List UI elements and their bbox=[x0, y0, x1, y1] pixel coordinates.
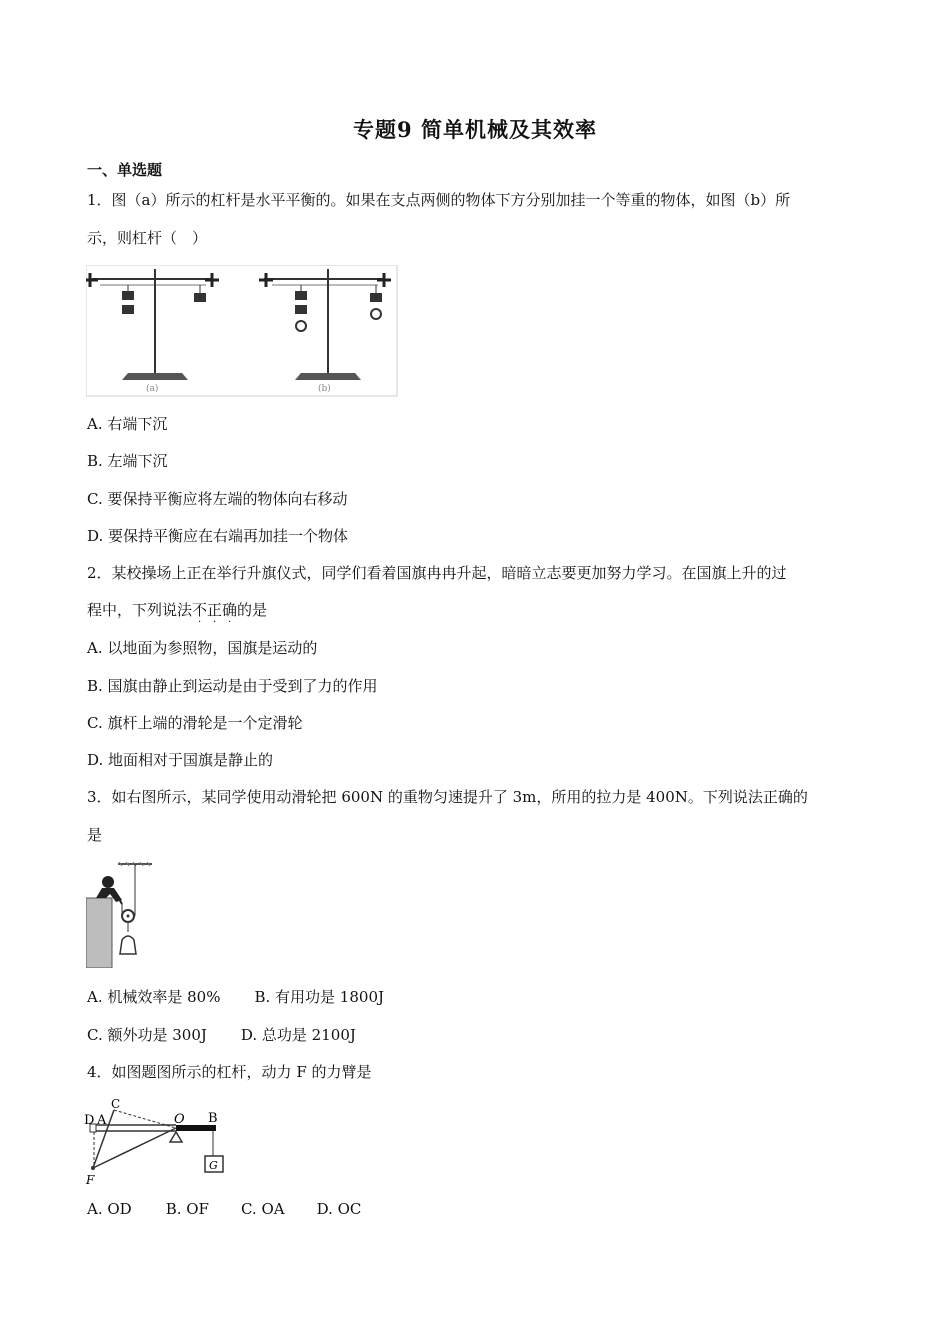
question-3-options-row-2 bbox=[87, 1025, 356, 1045]
question-2-option-b: B. 国旗由静止到运动是由于受到了力的作用 bbox=[87, 677, 378, 695]
figure-label-a: A bbox=[97, 1113, 107, 1128]
question-3-option-c: C. 额外功是 300J bbox=[87, 1026, 207, 1044]
question-3-line-1: 3．如右图所示，某同学使用动滑轮把 600N 的重物匀速提升了 3m，所用的拉力是 400N。下列说法正确的 bbox=[87, 788, 808, 806]
question-1-option-d: D. 要保持平衡应在右端再加挂一个物体 bbox=[87, 527, 349, 545]
question-2-prefix: 程中，下列说法 bbox=[87, 601, 193, 619]
question-4-line-1: 4．如图题图所示的杠杆，动力 F 的力臂是 bbox=[87, 1063, 372, 1081]
figure-label-b: B bbox=[208, 1111, 218, 1126]
question-1-option-b: B. 左端下沉 bbox=[87, 452, 168, 470]
question-3-option-b: B. 有用功是 1800J bbox=[254, 988, 384, 1006]
question-4-options-row bbox=[87, 1199, 361, 1219]
question-4-option-d: D. OC bbox=[316, 1200, 362, 1218]
figure-label-f: F bbox=[86, 1173, 95, 1187]
figure-label-o: O bbox=[174, 1112, 185, 1127]
question-3-option-a: A. 机械效率是 80% bbox=[87, 988, 221, 1006]
figure-label-b: (b) bbox=[318, 384, 331, 394]
question-1-option-c: C. 要保持平衡应将左端的物体向右移动 bbox=[87, 490, 348, 508]
question-2-line-1: 2．某校操场上正在举行升旗仪式，同学们看着国旗冉冉升起，暗暗立志要更加努力学习。在国旗上升的过 bbox=[87, 564, 787, 582]
figure-label-a: (a) bbox=[146, 384, 159, 394]
question-4-option-c: C. OA bbox=[240, 1200, 285, 1218]
figure-label-d: D bbox=[84, 1113, 95, 1128]
question-4-option-a: A. OD bbox=[87, 1200, 132, 1218]
lever-balance-figure bbox=[86, 265, 398, 397]
question-1-line-1: 1．图（a）所示的杠杆是水平平衡的。如果在支点两侧的物体下方分别加挂一个等重的物体，如图（b）所 bbox=[87, 191, 791, 209]
question-3-option-d: D. 总功是 2100J bbox=[240, 1026, 356, 1044]
page-title: 专题9 简单机械及其效率 bbox=[353, 117, 597, 142]
section-heading: 一、单选题 bbox=[87, 161, 163, 179]
question-3-line-2: 是 bbox=[87, 826, 103, 844]
pulley-figure bbox=[86, 860, 164, 968]
question-2-option-c: C. 旗杆上端的滑轮是一个定滑轮 bbox=[87, 714, 303, 732]
figure-label-g: G bbox=[209, 1159, 218, 1172]
question-1-option-a: A. 右端下沉 bbox=[87, 415, 168, 433]
question-1-line-2: 示，则杠杆（ ） bbox=[87, 229, 208, 247]
question-2-option-d: D. 地面相对于国旗是静止的 bbox=[87, 751, 274, 769]
question-2-line-2 bbox=[87, 600, 268, 628]
figure-label-c: C bbox=[111, 1097, 121, 1111]
lever-force-arm-figure bbox=[84, 1094, 228, 1188]
question-3-options-row-1 bbox=[87, 987, 384, 1007]
question-4-option-b: B. OF bbox=[165, 1200, 209, 1218]
question-2-suffix: 的是 bbox=[237, 601, 268, 619]
question-2-emphasis: 不正确 · · · bbox=[192, 601, 238, 628]
question-2-option-a: A. 以地面为参照物，国旗是运动的 bbox=[87, 639, 318, 657]
